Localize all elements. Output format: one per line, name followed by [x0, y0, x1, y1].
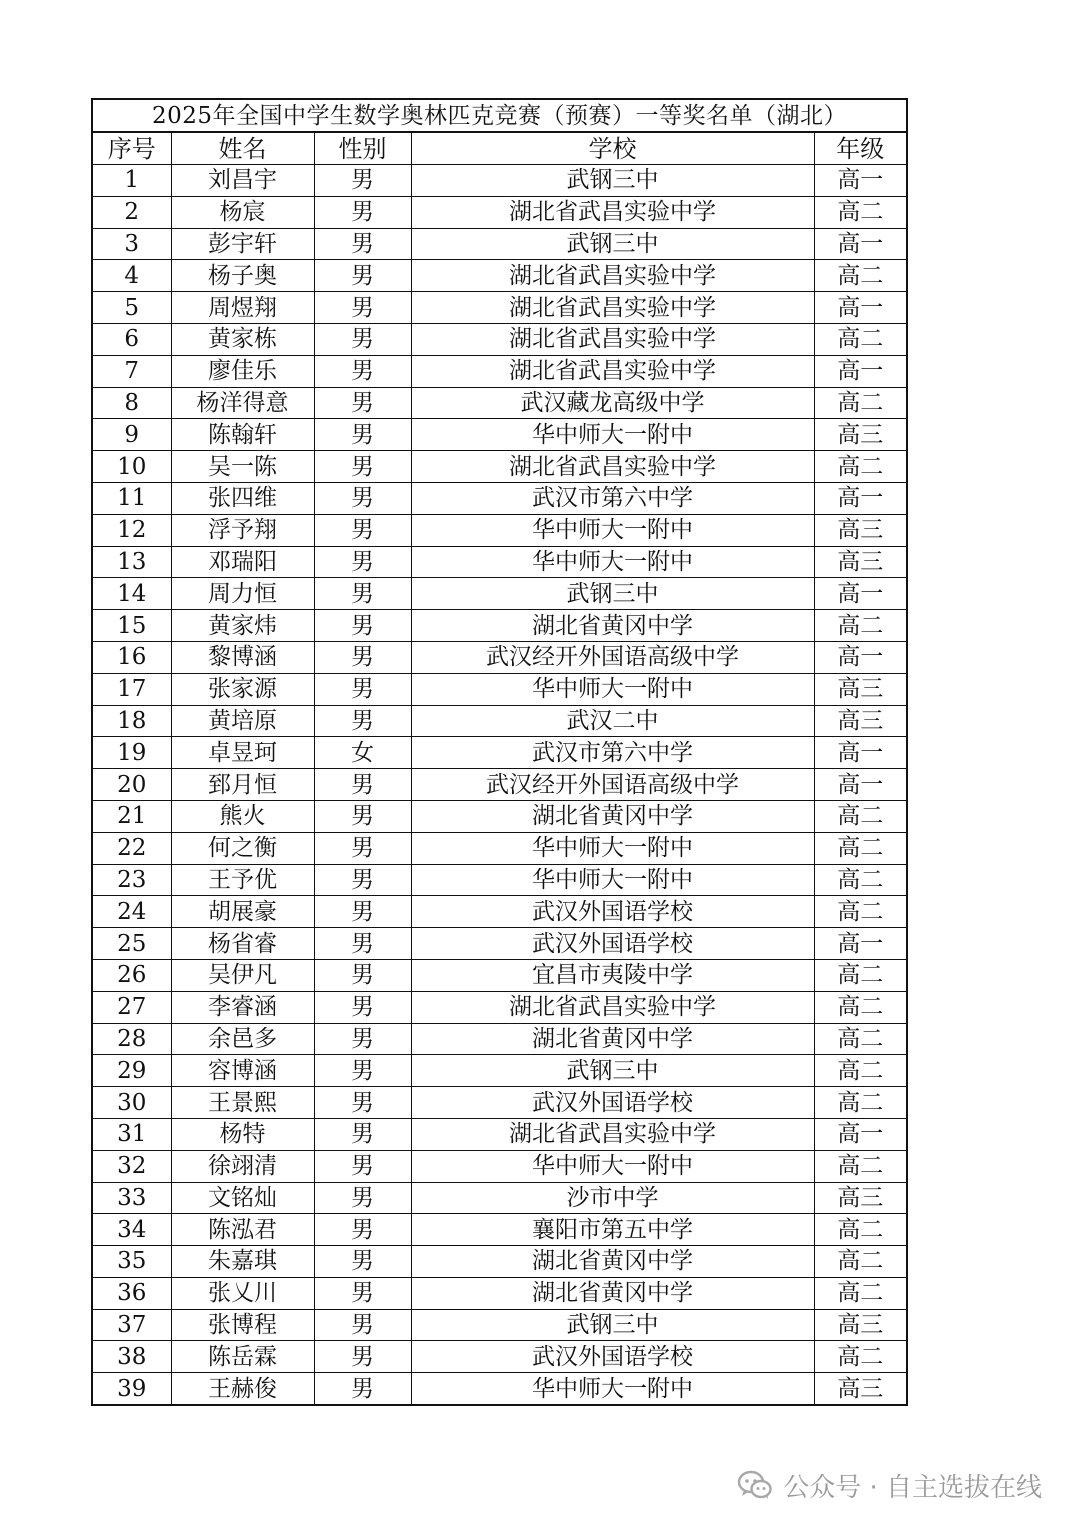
cell-index: 39 — [92, 1373, 171, 1405]
cell-grade: 高二 — [814, 1023, 907, 1055]
cell-gender: 男 — [314, 482, 411, 514]
table-row — [92, 387, 907, 419]
cell-gender: 男 — [314, 769, 411, 801]
cell-school: 武汉市第六中学 — [411, 482, 814, 514]
header-name: 姓名 — [171, 132, 314, 165]
cell-name: 余邑多 — [171, 1023, 314, 1055]
table-row — [92, 451, 907, 483]
cell-school: 沙市中学 — [411, 1182, 814, 1214]
cell-index: 35 — [92, 1246, 171, 1278]
cell-gender: 男 — [314, 864, 411, 896]
cell-school: 湖北省黄冈中学 — [411, 800, 814, 832]
cell-grade: 高二 — [814, 451, 907, 483]
cell-index: 23 — [92, 864, 171, 896]
cell-name: 王赫俊 — [171, 1373, 314, 1405]
table-row — [92, 705, 907, 737]
table-row — [92, 196, 907, 228]
cell-gender: 男 — [314, 673, 411, 705]
cell-gender: 男 — [314, 991, 411, 1023]
cell-name: 熊火 — [171, 800, 314, 832]
cell-index: 9 — [92, 419, 171, 451]
cell-index: 14 — [92, 578, 171, 610]
cell-school: 湖北省武昌实验中学 — [411, 355, 814, 387]
cell-grade: 高二 — [814, 323, 907, 355]
cell-name: 张家源 — [171, 673, 314, 705]
cell-school: 湖北省黄冈中学 — [411, 610, 814, 642]
cell-grade: 高二 — [814, 800, 907, 832]
cell-grade: 高三 — [814, 705, 907, 737]
table-row — [92, 1023, 907, 1055]
header-index: 序号 — [92, 132, 171, 165]
cell-name: 王景熙 — [171, 1087, 314, 1119]
cell-index: 20 — [92, 769, 171, 801]
table-row — [92, 1309, 907, 1341]
table-row — [92, 323, 907, 355]
cell-grade: 高二 — [814, 1087, 907, 1119]
cell-grade: 高三 — [814, 514, 907, 546]
cell-name: 朱嘉琪 — [171, 1246, 314, 1278]
cell-index: 29 — [92, 1055, 171, 1087]
cell-school: 武钢三中 — [411, 578, 814, 610]
cell-name: 刘昌宇 — [171, 165, 314, 197]
table-row — [92, 991, 907, 1023]
table-row — [92, 165, 907, 197]
cell-grade: 高一 — [814, 292, 907, 324]
cell-index: 37 — [92, 1309, 171, 1341]
cell-name: 张四维 — [171, 482, 314, 514]
table-row — [92, 673, 907, 705]
cell-school: 华中师大一附中 — [411, 864, 814, 896]
cell-school: 武汉外国语学校 — [411, 896, 814, 928]
cell-school: 武汉经开外国语高级中学 — [411, 641, 814, 673]
table-row — [92, 228, 907, 260]
cell-grade: 高二 — [814, 1214, 907, 1246]
cell-school: 华中师大一附中 — [411, 832, 814, 864]
watermark — [737, 1468, 1042, 1502]
cell-name: 王予优 — [171, 864, 314, 896]
cell-grade: 高二 — [814, 1277, 907, 1309]
cell-gender: 男 — [314, 546, 411, 578]
cell-index: 32 — [92, 1150, 171, 1182]
cell-name: 陈岳霖 — [171, 1341, 314, 1373]
cell-grade: 高一 — [814, 482, 907, 514]
cell-index: 7 — [92, 355, 171, 387]
wechat-icon — [737, 1469, 773, 1501]
cell-index: 26 — [92, 959, 171, 991]
cell-gender: 男 — [314, 896, 411, 928]
cell-school: 湖北省武昌实验中学 — [411, 196, 814, 228]
cell-gender: 男 — [314, 1150, 411, 1182]
cell-school: 华中师大一附中 — [411, 673, 814, 705]
cell-school: 武钢三中 — [411, 1055, 814, 1087]
table-row — [92, 737, 907, 769]
cell-grade: 高二 — [814, 610, 907, 642]
cell-gender: 男 — [314, 705, 411, 737]
cell-index: 12 — [92, 514, 171, 546]
cell-index: 8 — [92, 387, 171, 419]
cell-school: 华中师大一附中 — [411, 1150, 814, 1182]
cell-gender: 女 — [314, 737, 411, 769]
cell-index: 1 — [92, 165, 171, 197]
table-row — [92, 355, 907, 387]
cell-name: 胡展豪 — [171, 896, 314, 928]
cell-index: 6 — [92, 323, 171, 355]
cell-school: 湖北省武昌实验中学 — [411, 323, 814, 355]
cell-index: 38 — [92, 1341, 171, 1373]
cell-gender: 男 — [314, 1341, 411, 1373]
table-row — [92, 546, 907, 578]
cell-index: 3 — [92, 228, 171, 260]
cell-name: 徐翊清 — [171, 1150, 314, 1182]
header-school: 学校 — [411, 132, 814, 165]
cell-index: 27 — [92, 991, 171, 1023]
cell-index: 2 — [92, 196, 171, 228]
table-row — [92, 260, 907, 292]
table-row — [92, 292, 907, 324]
cell-gender: 男 — [314, 419, 411, 451]
cell-school: 湖北省武昌实验中学 — [411, 260, 814, 292]
cell-gender: 男 — [314, 1246, 411, 1278]
cell-name: 张乂川 — [171, 1277, 314, 1309]
cell-index: 24 — [92, 896, 171, 928]
cell-gender: 男 — [314, 451, 411, 483]
cell-gender: 男 — [314, 641, 411, 673]
cell-grade: 高二 — [814, 1341, 907, 1373]
award-list-table — [91, 98, 908, 1406]
cell-index: 22 — [92, 832, 171, 864]
cell-name: 杨特 — [171, 1118, 314, 1150]
cell-school: 武汉外国语学校 — [411, 1341, 814, 1373]
table-row — [92, 1055, 907, 1087]
cell-grade: 高二 — [814, 896, 907, 928]
cell-index: 16 — [92, 641, 171, 673]
cell-name: 邓瑞阳 — [171, 546, 314, 578]
cell-index: 10 — [92, 451, 171, 483]
cell-name: 黄家炜 — [171, 610, 314, 642]
cell-gender: 男 — [314, 228, 411, 260]
table-row — [92, 800, 907, 832]
cell-gender: 男 — [314, 1277, 411, 1309]
cell-grade: 高一 — [814, 228, 907, 260]
cell-grade: 高一 — [814, 737, 907, 769]
cell-name: 杨省睿 — [171, 928, 314, 960]
cell-name: 李睿涵 — [171, 991, 314, 1023]
cell-school: 武汉外国语学校 — [411, 928, 814, 960]
cell-name: 卓昱珂 — [171, 737, 314, 769]
cell-gender: 男 — [314, 1373, 411, 1405]
cell-gender: 男 — [314, 355, 411, 387]
cell-school: 宜昌市夷陵中学 — [411, 959, 814, 991]
cell-gender: 男 — [314, 260, 411, 292]
cell-grade: 高二 — [814, 959, 907, 991]
cell-school: 华中师大一附中 — [411, 1373, 814, 1405]
cell-gender: 男 — [314, 1055, 411, 1087]
cell-index: 28 — [92, 1023, 171, 1055]
table-header-row — [92, 132, 907, 165]
cell-grade: 高二 — [814, 864, 907, 896]
cell-school: 湖北省黄冈中学 — [411, 1277, 814, 1309]
cell-gender: 男 — [314, 1214, 411, 1246]
cell-school: 襄阳市第五中学 — [411, 1214, 814, 1246]
cell-school: 湖北省武昌实验中学 — [411, 451, 814, 483]
cell-gender: 男 — [314, 610, 411, 642]
cell-school: 武汉市第六中学 — [411, 737, 814, 769]
cell-name: 黄培原 — [171, 705, 314, 737]
table-row — [92, 1087, 907, 1119]
cell-index: 5 — [92, 292, 171, 324]
cell-school: 湖北省黄冈中学 — [411, 1246, 814, 1278]
cell-school: 华中师大一附中 — [411, 514, 814, 546]
cell-school: 武钢三中 — [411, 228, 814, 260]
cell-index: 34 — [92, 1214, 171, 1246]
table-title-row — [92, 99, 907, 132]
table-row — [92, 482, 907, 514]
cell-name: 彭宇轩 — [171, 228, 314, 260]
cell-name: 杨宸 — [171, 196, 314, 228]
table-row — [92, 896, 907, 928]
table-row — [92, 1246, 907, 1278]
cell-name: 浮予翔 — [171, 514, 314, 546]
cell-name: 何之衡 — [171, 832, 314, 864]
cell-grade: 高二 — [814, 991, 907, 1023]
cell-grade: 高一 — [814, 578, 907, 610]
table-row — [92, 1277, 907, 1309]
cell-school: 武汉经开外国语高级中学 — [411, 769, 814, 801]
cell-grade: 高二 — [814, 1246, 907, 1278]
cell-name: 陈泓君 — [171, 1214, 314, 1246]
table-row — [92, 1214, 907, 1246]
table-title: 2025年全国中学生数学奥林匹克竞赛（预赛）一等奖名单（湖北） — [92, 99, 907, 132]
cell-grade: 高三 — [814, 673, 907, 705]
cell-name: 陈翰轩 — [171, 419, 314, 451]
cell-gender: 男 — [314, 1309, 411, 1341]
cell-gender: 男 — [314, 832, 411, 864]
cell-name: 黎博涵 — [171, 641, 314, 673]
table-row — [92, 610, 907, 642]
cell-name: 吴一陈 — [171, 451, 314, 483]
cell-index: 15 — [92, 610, 171, 642]
cell-school: 湖北省黄冈中学 — [411, 1023, 814, 1055]
cell-name: 杨子奥 — [171, 260, 314, 292]
cell-gender: 男 — [314, 800, 411, 832]
table-row — [92, 832, 907, 864]
table-row — [92, 1118, 907, 1150]
cell-grade: 高二 — [814, 832, 907, 864]
table-row — [92, 578, 907, 610]
cell-grade: 高一 — [814, 641, 907, 673]
table-row — [92, 419, 907, 451]
cell-name: 周煜翔 — [171, 292, 314, 324]
cell-school: 武汉外国语学校 — [411, 1087, 814, 1119]
cell-school: 华中师大一附中 — [411, 419, 814, 451]
cell-name: 杨洋得意 — [171, 387, 314, 419]
header-grade: 年级 — [814, 132, 907, 165]
cell-name: 张博程 — [171, 1309, 314, 1341]
header-gender: 性别 — [314, 132, 411, 165]
cell-grade: 高三 — [814, 546, 907, 578]
cell-grade: 高一 — [814, 165, 907, 197]
cell-gender: 男 — [314, 514, 411, 546]
table-row — [92, 864, 907, 896]
cell-index: 4 — [92, 260, 171, 292]
cell-gender: 男 — [314, 196, 411, 228]
table-row — [92, 959, 907, 991]
cell-grade: 高一 — [814, 769, 907, 801]
cell-gender: 男 — [314, 578, 411, 610]
cell-index: 17 — [92, 673, 171, 705]
cell-name: 文铭灿 — [171, 1182, 314, 1214]
cell-name: 容博涵 — [171, 1055, 314, 1087]
cell-school: 武钢三中 — [411, 1309, 814, 1341]
table-row — [92, 1150, 907, 1182]
cell-gender: 男 — [314, 387, 411, 419]
cell-grade: 高二 — [814, 1150, 907, 1182]
cell-index: 21 — [92, 800, 171, 832]
cell-gender: 男 — [314, 1182, 411, 1214]
cell-grade: 高二 — [814, 1055, 907, 1087]
table-row — [92, 928, 907, 960]
cell-gender: 男 — [314, 959, 411, 991]
cell-gender: 男 — [314, 292, 411, 324]
table-row — [92, 641, 907, 673]
table-row — [92, 1341, 907, 1373]
table-row — [92, 514, 907, 546]
cell-index: 36 — [92, 1277, 171, 1309]
cell-grade: 高一 — [814, 928, 907, 960]
cell-gender: 男 — [314, 928, 411, 960]
table-row — [92, 769, 907, 801]
watermark-text: 公众号 · 自主选拔在线 — [783, 1472, 1042, 1503]
cell-index: 25 — [92, 928, 171, 960]
cell-gender: 男 — [314, 165, 411, 197]
cell-school: 湖北省武昌实验中学 — [411, 1118, 814, 1150]
cell-gender: 男 — [314, 323, 411, 355]
cell-grade: 高二 — [814, 196, 907, 228]
cell-gender: 男 — [314, 1118, 411, 1150]
cell-school: 湖北省武昌实验中学 — [411, 292, 814, 324]
cell-school: 华中师大一附中 — [411, 546, 814, 578]
cell-name: 周力恒 — [171, 578, 314, 610]
cell-grade: 高二 — [814, 260, 907, 292]
cell-grade: 高一 — [814, 355, 907, 387]
table-row — [92, 1182, 907, 1214]
cell-gender: 男 — [314, 1087, 411, 1119]
cell-name: 廖佳乐 — [171, 355, 314, 387]
cell-grade: 高一 — [814, 1118, 907, 1150]
cell-index: 13 — [92, 546, 171, 578]
cell-grade: 高二 — [814, 387, 907, 419]
cell-name: 郅月恒 — [171, 769, 314, 801]
cell-name: 吴伊凡 — [171, 959, 314, 991]
table-row — [92, 1373, 907, 1405]
cell-grade: 高三 — [814, 1373, 907, 1405]
cell-grade: 高三 — [814, 1182, 907, 1214]
cell-school: 武钢三中 — [411, 165, 814, 197]
cell-school: 湖北省武昌实验中学 — [411, 991, 814, 1023]
cell-school: 武汉藏龙高级中学 — [411, 387, 814, 419]
cell-school: 武汉二中 — [411, 705, 814, 737]
cell-grade: 高三 — [814, 419, 907, 451]
cell-index: 11 — [92, 482, 171, 514]
cell-gender: 男 — [314, 1023, 411, 1055]
cell-index: 18 — [92, 705, 171, 737]
cell-index: 33 — [92, 1182, 171, 1214]
cell-index: 19 — [92, 737, 171, 769]
cell-index: 31 — [92, 1118, 171, 1150]
cell-grade: 高三 — [814, 1309, 907, 1341]
cell-index: 30 — [92, 1087, 171, 1119]
cell-name: 黄家栋 — [171, 323, 314, 355]
